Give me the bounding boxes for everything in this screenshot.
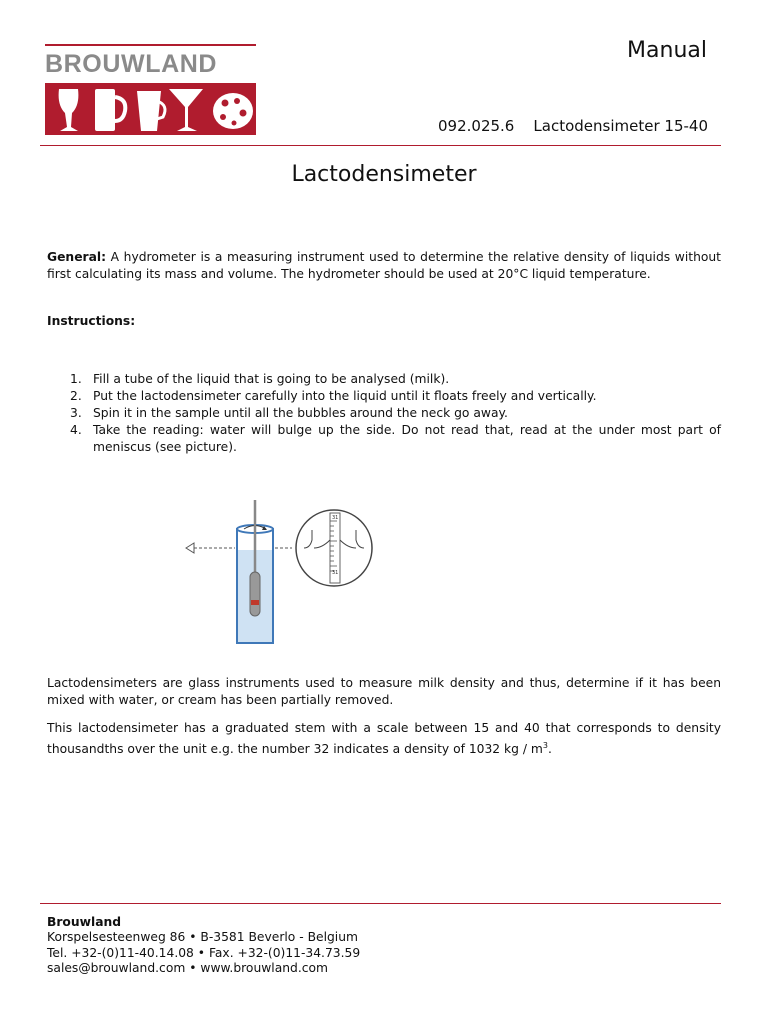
general-paragraph xyxy=(47,249,721,283)
list-item xyxy=(47,405,721,422)
logo-icon-band xyxy=(45,83,256,135)
footer-address: Korspelsesteenweg 86 • B-3581 Beverlo - Belgium xyxy=(47,930,358,945)
scale-paragraph-end: . xyxy=(548,742,552,757)
list-item xyxy=(47,388,721,405)
logo-top-rule xyxy=(45,44,256,46)
instructions-list xyxy=(47,371,721,456)
header-divider xyxy=(40,145,721,146)
list-item-number: 2. xyxy=(70,389,82,403)
logo-wordmark: BROUWLAND xyxy=(45,50,218,78)
list-item-number: 4. xyxy=(70,423,82,437)
list-item xyxy=(47,422,721,456)
general-text: A hydrometer is a measuring instrument used to determine the relative density of liquids without first calculating its mass and volume. The hydrometer should be used at 20°C liquid temperature. xyxy=(47,250,721,281)
scale-label-top: 31 xyxy=(332,515,339,521)
general-label: General: xyxy=(47,250,107,264)
list-item-text: Put the lactodensimeter carefully into the liquid until it floats freely and vertically. xyxy=(93,389,597,403)
list-item-number: 3. xyxy=(70,406,82,420)
logo-glasses-icon xyxy=(45,83,256,135)
brand-logo xyxy=(45,44,256,136)
hydrometer-illustration xyxy=(180,496,380,646)
footer-contact xyxy=(47,915,360,976)
meniscus-diagram xyxy=(180,496,380,646)
description-paragraph: Lactodensimeters are glass instruments used to measure milk density and thus, determine if it has been mixed with water, or cream has been partially removed. xyxy=(47,676,721,707)
footer-company: Brouwland xyxy=(47,915,122,929)
instructions-heading xyxy=(47,313,721,330)
product-line xyxy=(438,117,708,135)
scale-label-bottom: 31 xyxy=(332,570,339,576)
footer-web: sales@brouwland.com • www.brouwland.com xyxy=(47,960,329,975)
list-item-number: 1. xyxy=(70,372,82,386)
list-item-text: Spin it in the sample until all the bubbles around the neck go away. xyxy=(93,406,508,420)
product-name: Lactodensimeter 15-40 xyxy=(533,117,708,135)
instructions-label: Instructions: xyxy=(47,314,136,328)
list-item-text: Take the reading: water will bulge up the side. Do not read that, read at the under most part of meniscus (see picture). xyxy=(93,423,721,454)
scale-paragraph-text: This lactodensimeter has a graduated stem with a scale between 15 and 40 that corresponds to density thousandths over the unit e.g. the number 32 indicates a density of 1032 kg / m xyxy=(47,721,721,757)
list-item-text: Fill a tube of the liquid that is going to be analysed (milk). xyxy=(93,372,450,386)
unit-superscript: 3 xyxy=(542,741,548,750)
page-title: Lactodensimeter xyxy=(291,162,477,187)
doc-type-label: Manual xyxy=(627,38,707,63)
footer-divider xyxy=(40,903,721,904)
scale-paragraph xyxy=(47,720,721,758)
list-item xyxy=(47,371,721,388)
product-code: 092.025.6 xyxy=(438,117,515,135)
footer-phone: Tel. +32-(0)11-40.14.08 • Fax. +32-(0)11-34.73.59 xyxy=(47,945,361,960)
